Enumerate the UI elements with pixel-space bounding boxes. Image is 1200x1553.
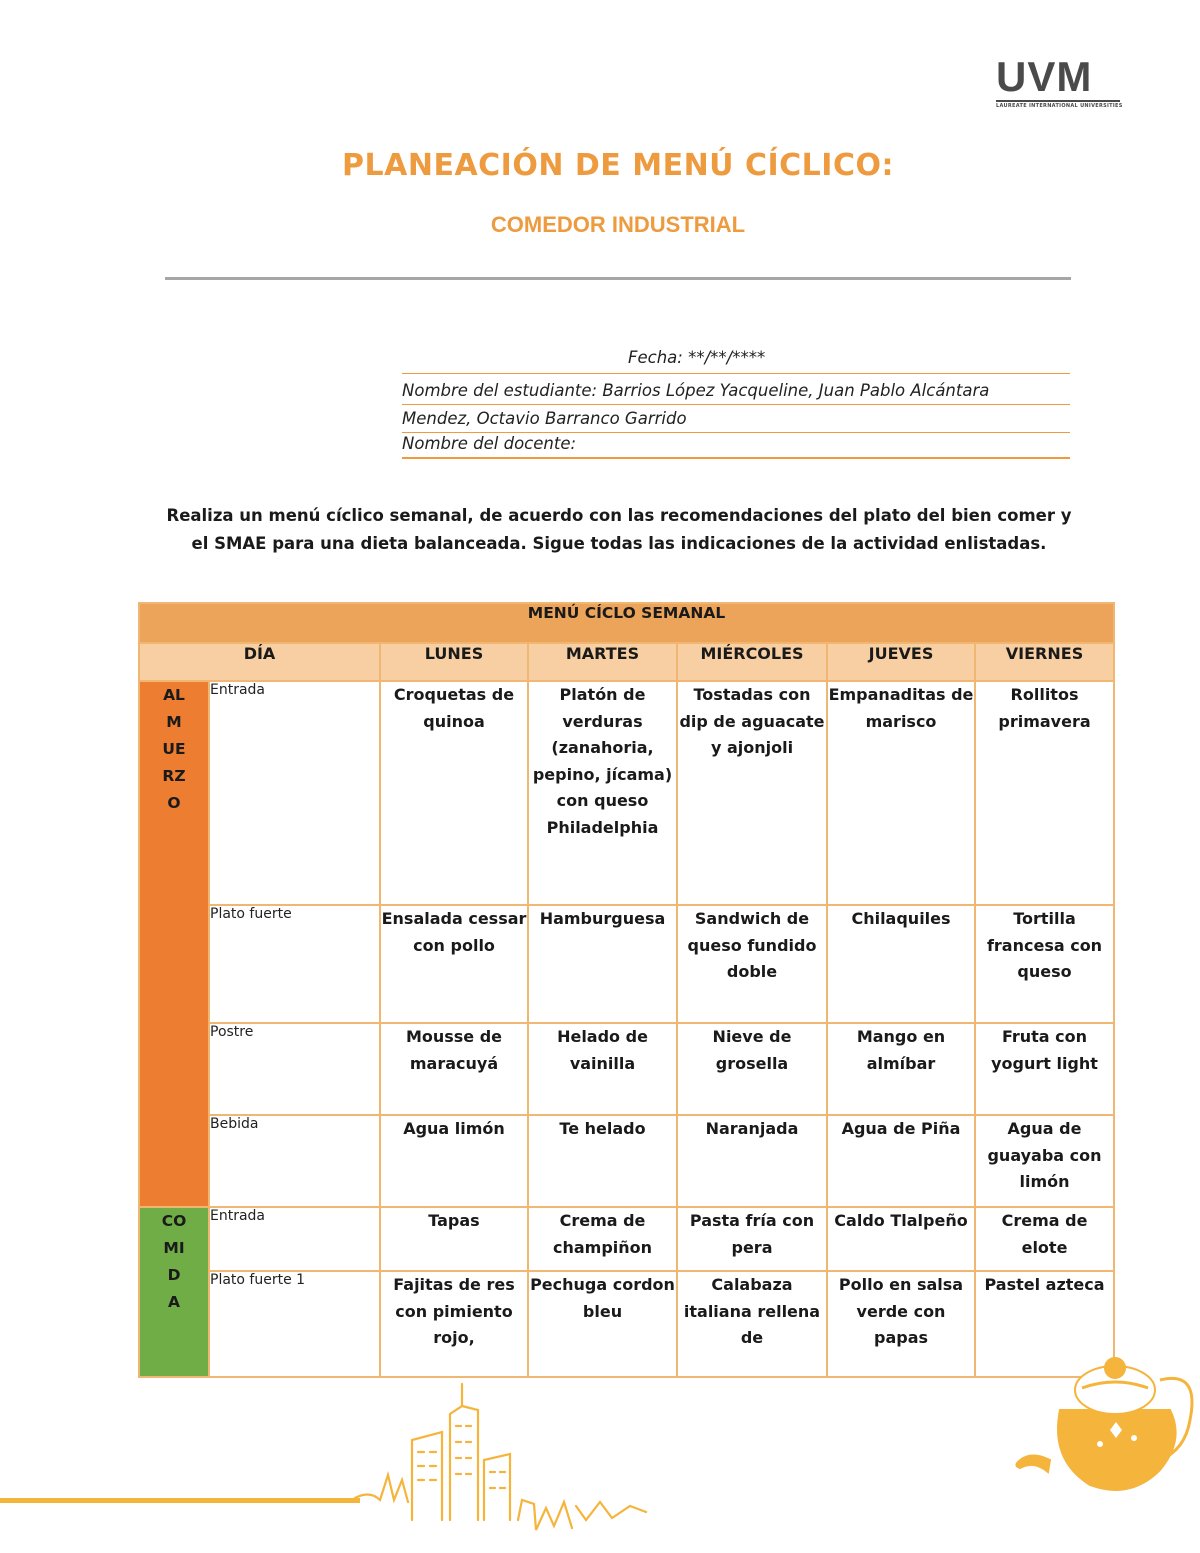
student-line-1: Nombre del estudiante: Barrios López Yacqueline, Juan Pablo Alcántara [402, 377, 1070, 405]
dish-cell-jueves: Agua de Piña [827, 1115, 975, 1207]
course-label: Postre [209, 1023, 380, 1115]
table-row [139, 1271, 1114, 1377]
dish-cell-lunes: Mousse de maracuyá [380, 1023, 528, 1115]
page-title: PLANEACIÓN DE MENÚ CÍCLICO: [342, 148, 894, 183]
dish-cell-jueves: Empanaditas de marisco [827, 681, 975, 905]
course-label: Entrada [209, 1207, 380, 1271]
section-label-comida: CO MI D A [139, 1207, 209, 1377]
table-row [139, 905, 1114, 1023]
course-label: Bebida [209, 1115, 380, 1207]
teapot-illustration [1010, 1340, 1200, 1510]
dish-cell-miercoles: Naranjada [677, 1115, 827, 1207]
header-dia: DÍA [139, 643, 380, 681]
dish-cell-martes: Te helado [528, 1115, 677, 1207]
docente-field: Nombre del docente: [402, 431, 1070, 459]
uvm-logo [996, 53, 1123, 109]
table-row [139, 681, 1114, 905]
dish-cell-lunes: Agua limón [380, 1115, 528, 1207]
course-label: Plato fuerte 1 [209, 1271, 380, 1377]
dish-cell-miercoles: Sandwich de queso fundido doble [677, 905, 827, 1023]
table-title: MENÚ CÍCLO SEMANAL [139, 603, 1114, 643]
footer-stripe [0, 1498, 360, 1503]
dish-cell-miercoles: Nieve de grosella [677, 1023, 827, 1115]
student-name-field [402, 377, 1070, 433]
logo-subtext: LAUREATE INTERNATIONAL UNIVERSITIES [996, 100, 1120, 109]
title-divider [165, 277, 1071, 280]
dish-cell-lunes: Ensalada cessar con pollo [380, 905, 528, 1023]
table-row [139, 1023, 1114, 1115]
dish-cell-viernes: Rollitos primavera [975, 681, 1114, 905]
student-line-2: Mendez, Octavio Barranco Garrido [402, 405, 1070, 433]
dish-cell-viernes: Tortilla francesa con queso [975, 905, 1114, 1023]
header-jueves: JUEVES [827, 643, 975, 681]
dish-cell-lunes: Fajitas de res con pimiento rojo, [380, 1271, 528, 1377]
dish-cell-viernes: Fruta con yogurt light [975, 1023, 1114, 1115]
dish-cell-miercoles: Tostadas con dip de aguacate y ajonjoli [677, 681, 827, 905]
dish-cell-miercoles: Calabaza italiana rellena de [677, 1271, 827, 1377]
dish-cell-martes: Pechuga cordon bleu [528, 1271, 677, 1377]
dish-cell-jueves: Pollo en salsa verde con papas [827, 1271, 975, 1377]
section-label-almuerzo: AL M UE RZ O [139, 681, 209, 1207]
instructions-text: Realiza un menú cíclico semanal, de acuerdo con las recomendaciones del plato del bien comer y el SMAE para una dieta balanceada. Sigue todas las indicaciones de la actividad enlistadas. [166, 506, 1072, 553]
dish-cell-martes: Crema de champiñon [528, 1207, 677, 1271]
dish-cell-lunes: Croquetas de quinoa [380, 681, 528, 905]
dish-cell-viernes: Crema de elote [975, 1207, 1114, 1271]
header-lunes: LUNES [380, 643, 528, 681]
dish-cell-lunes: Tapas [380, 1207, 528, 1271]
dish-cell-martes: Platón de verduras (zanahoria, pepino, jícama) con queso Philadelphia [528, 681, 677, 905]
header-viernes: VIERNES [975, 643, 1114, 681]
dish-cell-viernes: Agua de guayaba con limón [975, 1115, 1114, 1207]
city-skyline-illustration [350, 1380, 650, 1553]
page-subtitle: COMEDOR INDUSTRIAL [490, 212, 746, 237]
course-label: Entrada [209, 681, 380, 905]
header-miercoles: MIÉRCOLES [677, 643, 827, 681]
logo-text: UVM [996, 53, 1093, 100]
table-row [139, 1115, 1114, 1207]
dish-cell-jueves: Chilaquiles [827, 905, 975, 1023]
course-label: Plato fuerte [209, 905, 380, 1023]
fecha-field: Fecha: **/**/**** [402, 348, 1070, 374]
dish-cell-martes: Hamburguesa [528, 905, 677, 1023]
weekly-menu-table [138, 602, 1115, 1378]
dish-cell-jueves: Caldo Tlalpeño [827, 1207, 975, 1271]
dish-cell-viernes: Pastel azteca [975, 1271, 1114, 1377]
header-martes: MARTES [528, 643, 677, 681]
table-row [139, 1207, 1114, 1271]
dish-cell-martes: Helado de vainilla [528, 1023, 677, 1115]
dish-cell-jueves: Mango en almíbar [827, 1023, 975, 1115]
dish-cell-miercoles: Pasta fría con pera [677, 1207, 827, 1271]
